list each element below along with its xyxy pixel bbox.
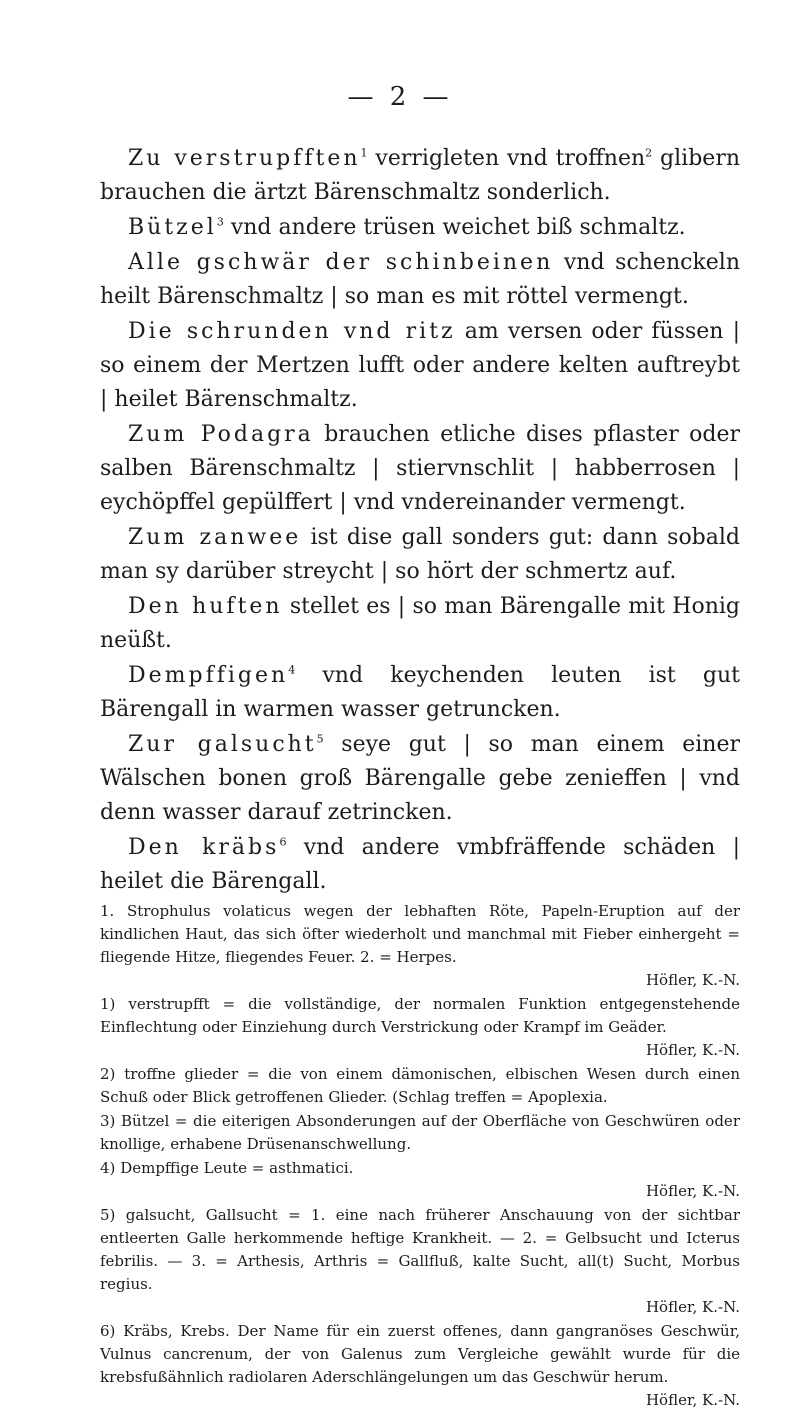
paragraph: Die schrunden vnd ritz am versen oder füssen | so einem der Mertzen lufft oder andere kelten auftreybt | heilet Bärenschmaltz. [100,319,740,412]
footnote: 1. Strophulus volaticus wegen der lebhaften Röte, Papeln-Eruption auf der kindlichen Haut, das sich öfter wiederholt und manchmal mit Fieber einhergeht = fliegende Hitze, fliegendes Feuer. 2. = Herpes. Höfler, K.-N. [100,902,740,989]
footnote: 4) Dempffige Leute = asthmatici. Höfler, K.-N. [100,1159,740,1200]
footnote: 5) galsucht, Gallsucht = 1. eine nach früherer Anschauung von der sichtbar entleerten Galle herkommende heftige Krankheit. — 2. = Gelbsucht und Icterus febrilis. — 3. = Arthesis, Arthris = Gallfluß, kalte Sucht, all(t) Sucht, Morbus regius. Höfler, K.-N. [100,1206,740,1316]
paragraph: Dempffigen$^4$ vnd keychenden leuten ist gut Bärengall in warmen wasser getruncken. [100,663,740,722]
paragraph: Den huften stellet es | so man Bärengalle mit Honig neüßt. [100,594,740,653]
paragraph: Bützel$^3$ vnd andere trüsen weichet biß schmaltz. [128,215,686,240]
paragraph: Zur galsucht$^5$ seye gut | so man einem einer Wälschen bonen groß Bärengalle gebe zenieffen | vnd denn wasser darauf zetrincken. [100,732,740,825]
paragraph: Zum zanwee ist dise gall sonders gut: dann sobald man sy darüber streycht | so hört der schmertz auf. [100,525,741,584]
paragraph: Zu verstrupfften$^1$ verrigleten vnd troffnen$^2$ glibern brauchen die ärtzt Bärenschmaltz sonderlich. [100,146,741,205]
paragraph: Alle gschwär der schinbeinen vnd schenckeln heilt Bärenschmaltz | so man es mit röttel vermengt. [100,250,741,309]
footnote: 3) Bützel = die eiterigen Absonderungen auf der Oberfläche von Geschwüren oder knollige, erhabene Drüsenanschwellung. [100,1112,740,1153]
footnote: 6) Kräbs, Krebs. Der Name für ein zuerst offenes, dann gangranöses Geschwür, Vulnus cancrenum, der von Galenus zum Vergleiche gewählt wurde für die krebsfußähnlich radiolaren Aderschlängelungen um das Geschwür herum. Höfler, K.-N. [100,1322,740,1409]
footnotes [100,900,740,1413]
page-number: — 2 — [347,82,453,112]
main-text [100,142,740,900]
footnote: 2) troffne glieder = die von einem dämonischen, elbischen Wesen durch einen Schuß oder Blick getroffenen Glieder. (Schlag treffen = Apoplexia. [100,1065,740,1106]
paragraph: Den kräbs$^6$ vnd andere vmbfräffende schäden | heilet die Bärengall. [100,835,740,894]
footnote: 1) verstrupfft = die vollständige, der normalen Funktion entgegenstehende Einflechtung oder Einziehung durch Verstrickung oder Krampf im Geäder. Höfler, K.-N. [100,995,740,1059]
paragraph: Zum Podagra brauchen etliche dises pflaster oder salben Bärenschmaltz | stiervnschlit | habberrosen | eychöpffel gepülffert | vnd vndereinander vermengt. [100,422,740,515]
